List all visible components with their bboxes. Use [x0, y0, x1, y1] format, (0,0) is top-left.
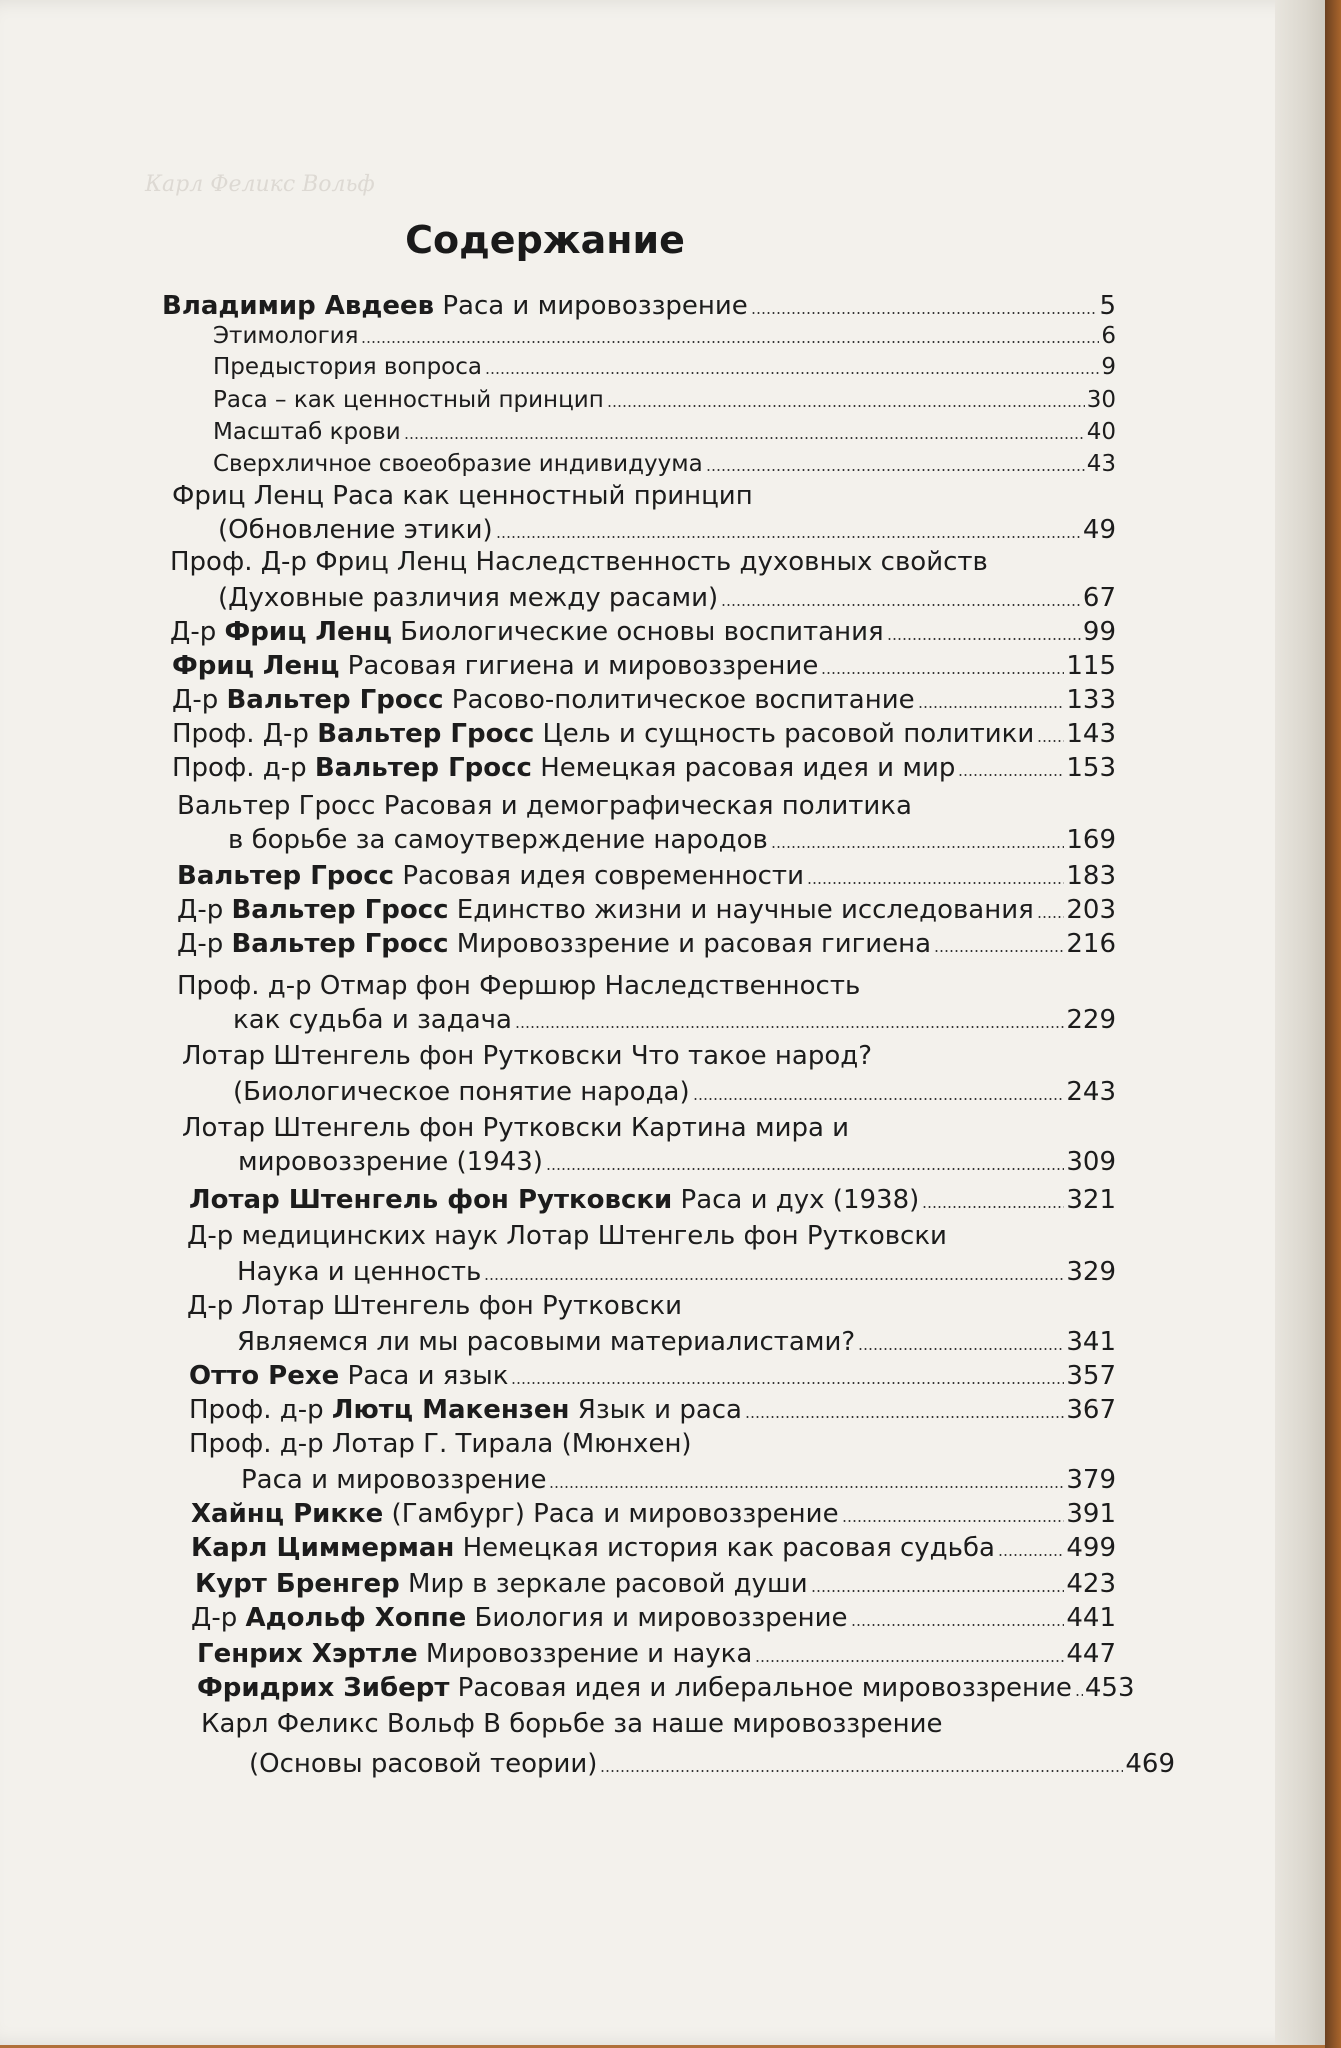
- entry-author: Отмар фон Фершюр: [319, 971, 597, 1001]
- toc-entry: [191, 1532, 1116, 1564]
- entry-title: Раса – как ценностный принцип: [213, 387, 604, 413]
- entry-prefix: Проф. д-р: [189, 1429, 332, 1459]
- toc-entry-continuation: [237, 1326, 1116, 1358]
- dot-leader: [600, 1770, 1123, 1772]
- entry-author: Лотар Штенгель фон Рутковски: [241, 1291, 683, 1321]
- page-number: 9: [1101, 354, 1116, 380]
- page-number: 43: [1086, 451, 1116, 477]
- page-number: 391: [1066, 1499, 1116, 1529]
- dot-leader: [693, 1098, 1065, 1100]
- entry-title-continued: (Обновление этики): [218, 515, 493, 545]
- entry-text: [172, 718, 1034, 750]
- entry-title-continued: Являемся ли мы расовыми материалистами?: [237, 1327, 856, 1357]
- dot-leader: [1037, 740, 1064, 742]
- entry-title: Раса как ценностный принцип: [324, 481, 753, 511]
- page-number: 5: [1099, 291, 1116, 321]
- toc-entry-continuation: [218, 582, 1116, 614]
- toc-entry: [197, 1672, 1135, 1704]
- entry-text: [189, 1394, 742, 1426]
- dot-leader: [745, 1416, 1064, 1418]
- entry-author: Владимир Авдеев: [162, 291, 435, 321]
- entry-title: Язык и раса: [569, 1395, 742, 1425]
- page-number: 469: [1125, 1749, 1175, 1779]
- entry-author: Лотар Г. Тирала: [331, 1429, 554, 1459]
- entry-title: Этимология: [213, 323, 359, 349]
- page-number: 30: [1086, 387, 1116, 413]
- toc-entry: [189, 1428, 692, 1460]
- entry-text: [187, 1291, 682, 1321]
- page-number: 447: [1066, 1639, 1116, 1669]
- dot-leader: [958, 774, 1064, 776]
- toc-entry: [189, 1184, 1116, 1216]
- entry-author: Лотар Штенгель фон Рутковски: [182, 1113, 623, 1143]
- entry-prefix: Д-р: [187, 1291, 242, 1321]
- toc-entry: [201, 1708, 943, 1740]
- toc-entry: [187, 1220, 947, 1252]
- entry-author: Лотар Штенгель фон Рутковски: [506, 1221, 947, 1251]
- entry-author: Карл Феликс Вольф: [201, 1709, 475, 1739]
- entry-prefix: Д-р медицинских наук: [187, 1221, 507, 1251]
- entry-text: [177, 971, 860, 1001]
- show-through-header: Карл Феликс Вольф: [145, 172, 375, 197]
- page-number: 367: [1066, 1395, 1116, 1425]
- page-number: 357: [1066, 1361, 1116, 1391]
- toc-entry-continuation: [233, 1076, 1116, 1108]
- dot-leader: [918, 706, 1065, 708]
- toc-entry: [172, 650, 1116, 682]
- page-number: 329: [1066, 1257, 1116, 1287]
- dot-leader: [998, 1554, 1064, 1556]
- entry-author: Лютц Макензен: [331, 1395, 570, 1425]
- entry-author: Фридрих Зиберт: [197, 1673, 450, 1703]
- entry-prefix: Проф. д-р: [172, 753, 315, 783]
- toc-entry: [172, 480, 753, 512]
- toc-entry-continuation: [228, 824, 1116, 856]
- entry-title: Мировоззрение и наука: [417, 1639, 753, 1669]
- page-number: 183: [1066, 861, 1116, 891]
- entry-text: [189, 1184, 919, 1216]
- entry-prefix: Д-р: [170, 617, 225, 647]
- dot-leader: [485, 372, 1099, 374]
- entry-text: [177, 928, 931, 960]
- entry-title-continued: мировоззрение (1943): [238, 1147, 543, 1177]
- page-number: 309: [1066, 1147, 1116, 1177]
- toc-entry: [177, 970, 860, 1002]
- entry-title: В борьбе за наше мировоззрение: [474, 1709, 943, 1739]
- toc-entry: [172, 718, 1116, 750]
- page-number: 229: [1066, 1005, 1116, 1035]
- toc-entry: [182, 1112, 849, 1144]
- entry-title: Мир в зеркале расовой души: [399, 1569, 808, 1599]
- dot-leader: [607, 405, 1085, 407]
- entry-title: Что такое народ?: [622, 1041, 873, 1071]
- page-number: 341: [1066, 1327, 1116, 1357]
- entry-title: Раса и дух (1938): [672, 1185, 920, 1215]
- entry-text: [170, 547, 988, 577]
- entry-title: Картина мира и: [622, 1113, 850, 1143]
- page-number: 379: [1066, 1465, 1116, 1495]
- entry-text: [170, 616, 884, 648]
- dot-leader: [515, 1026, 1064, 1028]
- entry-title: Наследственность духовных свойств: [467, 547, 988, 577]
- entry-title: Биология и мировоззрение: [466, 1603, 848, 1633]
- entry-prefix: Проф. д-р: [189, 1395, 332, 1425]
- entry-title: Раса и язык: [339, 1361, 509, 1391]
- entry-text: [177, 860, 804, 892]
- page-number: 115: [1066, 651, 1116, 681]
- entry-title: Масштаб крови: [213, 419, 401, 445]
- page-number: 133: [1066, 685, 1116, 715]
- entry-text: [189, 1429, 692, 1459]
- entry-text: [187, 1221, 947, 1251]
- entry-prefix: Д-р: [172, 685, 227, 715]
- dot-leader: [755, 1660, 1064, 1662]
- entry-author: Вальтер Гросс: [177, 791, 376, 821]
- entry-title: Раса и мировоззрение: [434, 291, 748, 321]
- entry-title-continued: (Основы расовой теории): [249, 1749, 598, 1779]
- toc-entry: [197, 1638, 1116, 1670]
- toc-entry-continuation: [233, 1004, 1116, 1036]
- entry-title: Наследственность: [596, 971, 861, 1001]
- entry-title: Немецкая история как расовая судьба: [454, 1533, 995, 1563]
- toc-subentry: [213, 320, 1116, 352]
- toc-entry-continuation: [241, 1464, 1116, 1496]
- toc-entry-continuation: [249, 1748, 1175, 1780]
- entry-title: Мировоззрение и расовая гигиена: [448, 929, 932, 959]
- dot-leader: [1037, 916, 1065, 918]
- entry-author: Отто Рехе: [189, 1361, 340, 1391]
- entry-title: Расовая идея и либеральное мировоззрение: [449, 1673, 1072, 1703]
- page-number: 6: [1101, 323, 1116, 349]
- page-title: Содержание: [405, 218, 685, 262]
- entry-title: Расовая идея современности: [394, 861, 804, 891]
- entry-author: Фриц Ленц: [172, 651, 340, 681]
- page-number: 423: [1066, 1569, 1116, 1599]
- entry-text: [197, 1672, 1072, 1704]
- entry-title: Расовая гигиена и мировоззрение: [339, 651, 819, 681]
- dot-leader: [922, 1206, 1064, 1208]
- entry-title-continued: Наука и ценность: [237, 1257, 482, 1287]
- entry-text: [172, 481, 753, 511]
- toc-entry-continuation: [218, 514, 1116, 546]
- page-number: 441: [1066, 1603, 1116, 1633]
- entry-text: [195, 1568, 808, 1600]
- entry-text: [172, 650, 818, 682]
- toc-entry: [195, 1568, 1116, 1600]
- entry-title: (Гамбург) Раса и мировоззрение: [383, 1499, 839, 1529]
- toc-entry: [177, 860, 1116, 892]
- entry-title: Предыстория вопроса: [213, 354, 482, 380]
- entry-author: Лотар Штенгель фон Рутковски: [182, 1041, 623, 1071]
- toc-entry: [189, 1360, 1116, 1392]
- entry-author: Карл Циммерман: [191, 1533, 455, 1563]
- dot-leader: [934, 950, 1064, 952]
- entry-title: Расово-политическое воспитание: [443, 685, 915, 715]
- page-number: 40: [1086, 419, 1116, 445]
- dot-leader: [858, 1348, 1064, 1350]
- entry-text: [172, 684, 915, 716]
- entry-text: [201, 1709, 943, 1739]
- dot-leader: [751, 312, 1098, 314]
- entry-text: [191, 1532, 995, 1564]
- toc-entry: [182, 1040, 872, 1072]
- page-number: 143: [1066, 719, 1116, 749]
- dot-leader: [484, 1278, 1064, 1280]
- dot-leader: [511, 1382, 1064, 1384]
- entry-author: Фриц Ленц: [315, 547, 468, 577]
- entry-author: Вальтер Гросс: [317, 719, 535, 749]
- toc-subentry: [213, 416, 1116, 448]
- entry-text: [189, 1360, 508, 1392]
- dot-leader: [842, 1520, 1065, 1522]
- entry-text: [177, 791, 912, 821]
- entry-author: Адольф Хоппе: [245, 1603, 467, 1633]
- toc-entry: [191, 1498, 1116, 1530]
- page-number: 153: [1066, 753, 1116, 783]
- page-number: 49: [1082, 515, 1116, 545]
- entry-author: Вальтер Гросс: [231, 929, 449, 959]
- toc-subentry: [213, 351, 1116, 383]
- entry-text: [182, 1113, 849, 1143]
- entry-title: Цель и сущность расовой политики: [534, 719, 1035, 749]
- dot-leader: [821, 672, 1064, 674]
- toc-entry: [170, 546, 988, 578]
- page-number: 99: [1082, 617, 1116, 647]
- toc-entry: [187, 1290, 682, 1322]
- dot-leader: [851, 1624, 1065, 1626]
- entry-title-continued: в борьбе за самоутверждение народов: [228, 825, 768, 855]
- toc-entry: [172, 684, 1116, 716]
- toc-entry: [177, 894, 1116, 926]
- entry-author: Фриц Ленц: [224, 617, 392, 647]
- toc-subentry: [213, 384, 1116, 416]
- entry-title-continued: (Биологическое понятие народа): [233, 1077, 690, 1107]
- entry-text: [162, 290, 748, 322]
- toc-subentry: [213, 448, 1116, 480]
- entry-author: Вальтер Гросс: [177, 861, 395, 891]
- dot-leader: [546, 1168, 1064, 1170]
- entry-title: Сверхличное своеобразие индивидуума: [213, 451, 703, 477]
- entry-text: [177, 894, 1034, 926]
- toc-entry-continuation: [238, 1146, 1116, 1178]
- toc-entry: [191, 1602, 1116, 1634]
- entry-text: [172, 752, 955, 784]
- entry-text: [182, 1041, 872, 1071]
- page-number: 499: [1066, 1533, 1116, 1563]
- toc-entry: [172, 752, 1116, 784]
- entry-author: Генрих Хэртле: [197, 1639, 418, 1669]
- entry-text: [191, 1602, 848, 1634]
- dot-leader: [771, 846, 1064, 848]
- toc-entry: [177, 928, 1116, 960]
- entry-title: Расовая и демографическая политика: [375, 791, 912, 821]
- toc-entry: [189, 1394, 1116, 1426]
- entry-title: (Мюнхен): [553, 1429, 692, 1459]
- dot-leader: [811, 1590, 1065, 1592]
- page-number: 243: [1066, 1077, 1116, 1107]
- dot-leader: [404, 437, 1085, 439]
- dot-leader: [887, 638, 1081, 640]
- dot-leader: [361, 341, 1099, 343]
- page-number: 453: [1084, 1673, 1135, 1703]
- dot-leader: [549, 1486, 1064, 1488]
- entry-text: [197, 1638, 752, 1670]
- entry-prefix: Д-р: [177, 929, 232, 959]
- toc-entry-continuation: [237, 1256, 1116, 1288]
- entry-author: Вальтер Гросс: [226, 685, 444, 715]
- page-number: 216: [1066, 929, 1116, 959]
- page-number: 67: [1082, 583, 1116, 613]
- dot-leader: [721, 604, 1081, 606]
- dot-leader: [706, 469, 1085, 471]
- entry-author: Лотар Штенгель фон Рутковски: [189, 1185, 673, 1215]
- dot-leader: [496, 536, 1081, 538]
- dot-leader: [1075, 1694, 1083, 1696]
- entry-prefix: Проф. Д-р: [170, 547, 316, 577]
- entry-title: Единство жизни и научные исследования: [448, 895, 1034, 925]
- page-number: 203: [1066, 895, 1116, 925]
- entry-author: Вальтер Гросс: [231, 895, 449, 925]
- toc-entry: [170, 616, 1116, 648]
- page-number: 321: [1066, 1185, 1116, 1215]
- entry-title: Биологические основы воспитания: [391, 617, 884, 647]
- entry-title-continued: Раса и мировоззрение: [241, 1465, 547, 1495]
- entry-author: Курт Бренгер: [195, 1569, 400, 1599]
- entry-title-continued: как судьба и задача: [233, 1005, 512, 1035]
- entry-prefix: Д-р: [191, 1603, 246, 1633]
- dot-leader: [807, 882, 1064, 884]
- entry-title-continued: (Духовные различия между расами): [218, 583, 719, 613]
- entry-author: Вальтер Гросс: [314, 753, 532, 783]
- toc-entry: [162, 290, 1116, 322]
- entry-prefix: Проф. д-р: [177, 971, 320, 1001]
- page-number: 169: [1066, 825, 1116, 855]
- entry-prefix: Проф. Д-р: [172, 719, 318, 749]
- entry-author: Фриц Ленц: [172, 481, 324, 511]
- toc-entry: [177, 790, 912, 822]
- entry-text: [191, 1498, 839, 1530]
- entry-title: Немецкая расовая идея и мир: [531, 753, 956, 783]
- entry-author: Хайнц Рикке: [191, 1499, 384, 1529]
- entry-prefix: Д-р: [177, 895, 232, 925]
